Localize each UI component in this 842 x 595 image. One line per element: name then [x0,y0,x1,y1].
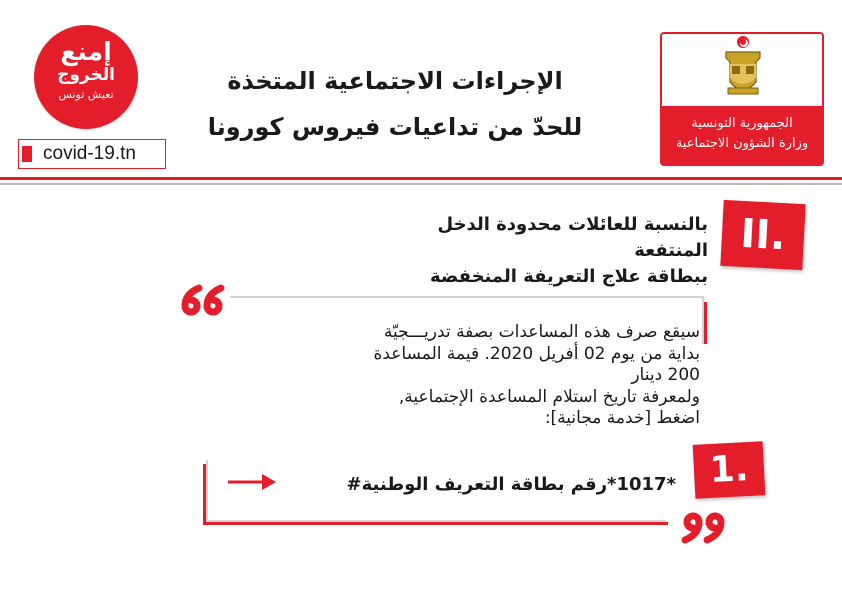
page-title [170,58,620,150]
ministry-nameplate [662,106,822,164]
ministry-line-1: الجمهورية التونسية [691,116,793,131]
section-line-2: ببطاقة علاج التعريفة المنخفضة [429,266,708,287]
body-line-4: ولمعرفة تاريخ استلام المساعدة الإجتماعية, [398,386,700,407]
body-line-3: 200 دينار [631,365,700,385]
frame-left-border [206,460,208,522]
frame-top-border [230,296,704,298]
aid-description [240,322,700,430]
badge-line-3: تعيش تونس [58,88,114,101]
frame-left-accent [203,464,206,524]
title-line-2: للحدّ من تداعيات فيروس كورونا [207,113,583,141]
badge-line-1: إمنع [60,37,112,66]
ministry-logo [660,32,824,166]
coat-of-arms-icon [714,34,772,104]
body-line-2: بداية من يوم 02 أفريل 2020. قيمة المساعدة [373,343,700,364]
body-line-1: سيقع صرف هذه المساعدات بصفة تدريـــجيّة [383,322,700,342]
open-quote-icon [173,280,231,322]
step-number-badge: 1. [693,441,766,499]
section-heading [360,212,708,290]
title-line-1: الإجراءات الاجتماعية المتخذة [227,67,563,95]
flag-marker-icon [22,146,32,162]
site-link-label: covid-19.tn [43,143,136,164]
section-line-1: بالنسبة للعائلات محدودة الدخل المنتفعة [437,214,708,261]
header-divider-shadow [0,183,842,185]
header-divider [0,177,842,180]
stay-home-badge [34,25,138,129]
badge-line-2: الخروج [57,65,115,85]
arrow-right-icon [226,472,278,492]
close-quote-icon [675,506,733,548]
body-line-5: اضغط [خدمة مجانية]: [544,408,700,428]
section-number-badge: II. [720,200,805,270]
ussd-code: *1017*رقم بطاقة التعريف الوطنية# [346,474,676,495]
frame-right-accent [704,302,707,344]
site-link[interactable] [18,139,166,169]
frame-bottom-accent [203,522,668,525]
ministry-line-2: وزارة الشؤون الاجتماعية [675,136,809,151]
